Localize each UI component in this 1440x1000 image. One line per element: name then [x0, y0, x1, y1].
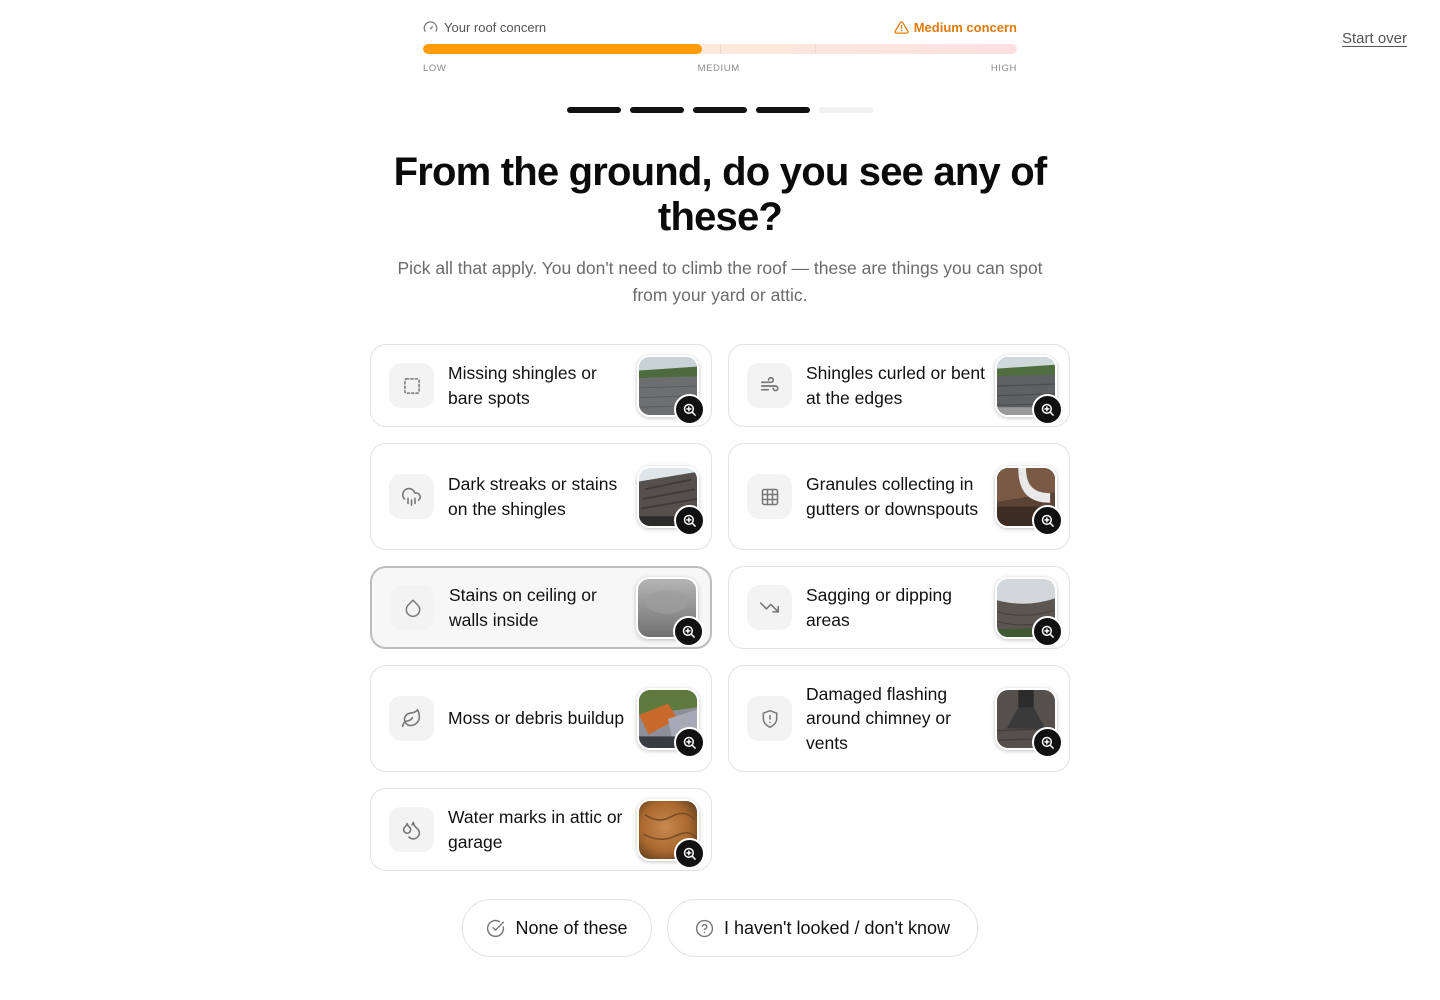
progress-step-complete — [567, 107, 621, 113]
droplets-icon — [389, 807, 434, 852]
zoom-in-button[interactable] — [1032, 616, 1063, 647]
option-card-attic-water-marks[interactable] — [370, 788, 712, 871]
option-thumbnail — [637, 688, 699, 750]
meter-divider — [815, 44, 816, 54]
dont-know-label: I haven't looked / don't know — [723, 917, 951, 938]
trending-down-icon — [747, 585, 792, 630]
option-thumbnail — [637, 355, 699, 417]
zoom-in-icon — [1040, 513, 1055, 528]
option-thumbnail — [637, 799, 699, 861]
option-thumbnail — [995, 688, 1057, 750]
dont-know-button[interactable] — [667, 899, 978, 957]
zoom-in-button[interactable] — [1032, 727, 1063, 758]
option-card-ceiling-stains[interactable] — [370, 566, 712, 649]
none-of-these-label: None of these — [515, 917, 628, 938]
warning-triangle-icon — [894, 20, 909, 35]
concern-status-badge — [894, 20, 1017, 35]
option-card-gutter-granules[interactable] — [728, 443, 1070, 550]
option-thumbnail — [636, 577, 698, 639]
option-label: Stains on ceiling or walls inside — [449, 585, 597, 630]
shield-alert-icon — [747, 696, 792, 741]
concern-meter-track — [423, 44, 1017, 54]
concern-meter — [423, 18, 1017, 74]
zoom-in-icon — [1040, 624, 1055, 639]
zoom-in-icon — [1040, 402, 1055, 417]
progress-step-complete — [756, 107, 810, 113]
grid-icon — [747, 474, 792, 519]
zoom-in-button[interactable] — [674, 505, 705, 536]
zoom-in-button[interactable] — [673, 616, 704, 647]
concern-meter-label — [423, 20, 546, 35]
zoom-in-button[interactable] — [1032, 394, 1063, 425]
zoom-in-icon — [1040, 735, 1055, 750]
progress-step-pending — [819, 107, 873, 113]
question-title: From the ground, do you see any of these? — [393, 150, 1047, 239]
concern-meter-scale — [423, 63, 1017, 74]
zoom-in-icon — [682, 846, 697, 861]
zoom-in-icon — [682, 402, 697, 417]
option-card-damaged-flashing[interactable] — [728, 665, 1070, 772]
scale-high-label: HIGH — [990, 63, 1017, 74]
droplet-icon — [390, 585, 435, 630]
option-thumbnail — [995, 466, 1057, 528]
concern-meter-label-text: Your roof concern — [444, 19, 547, 35]
wind-icon — [747, 363, 792, 408]
option-label: Granules collecting in gutters or downspouts — [806, 474, 979, 519]
option-card-sagging[interactable] — [728, 566, 1070, 649]
cloud-rain-icon — [389, 474, 434, 519]
zoom-in-icon — [682, 513, 697, 528]
option-card-missing-shingles[interactable] — [370, 344, 712, 427]
progress-step-complete — [693, 107, 747, 113]
step-progress — [567, 107, 873, 113]
zoom-in-icon — [681, 624, 696, 639]
option-card-dark-streaks[interactable] — [370, 443, 712, 550]
meter-divider — [720, 44, 721, 54]
zoom-in-button[interactable] — [674, 727, 705, 758]
gauge-icon — [423, 20, 438, 35]
zoom-in-button[interactable] — [674, 394, 705, 425]
zoom-in-icon — [682, 735, 697, 750]
help-circle-icon — [695, 919, 714, 938]
question-subtitle: Pick all that apply. You don't need to climb the roof — these are things you can spot from your yard or attic. — [397, 258, 1043, 305]
option-thumbnail — [995, 577, 1057, 639]
check-circle-icon — [486, 919, 505, 938]
scale-low-label: LOW — [423, 63, 447, 74]
progress-step-complete — [630, 107, 684, 113]
option-label: Water marks in attic or garage — [448, 807, 623, 852]
option-label: Shingles curled or bent at the edges — [806, 363, 985, 408]
option-label: Dark streaks or stains on the shingles — [448, 474, 618, 519]
none-of-these-button[interactable] — [462, 899, 652, 957]
option-thumbnail — [995, 355, 1057, 417]
option-card-curled-shingles[interactable] — [728, 344, 1070, 427]
scale-medium-label: MEDIUM — [697, 63, 740, 74]
option-label: Missing shingles or bare spots — [448, 363, 597, 408]
option-label: Damaged flashing around chimney or vents — [806, 683, 951, 753]
option-label: Moss or debris buildup — [448, 708, 625, 729]
concern-status-text: Medium concern — [913, 19, 1017, 35]
concern-meter-fill — [423, 44, 702, 54]
start-over-link[interactable]: Start over — [1342, 30, 1408, 47]
leaf-icon — [389, 696, 434, 741]
dashed-square-icon — [389, 363, 434, 408]
option-card-moss-debris[interactable] — [370, 665, 712, 772]
zoom-in-button[interactable] — [674, 838, 705, 869]
option-label: Sagging or dipping areas — [806, 585, 952, 630]
zoom-in-button[interactable] — [1032, 505, 1063, 536]
option-thumbnail — [637, 466, 699, 528]
